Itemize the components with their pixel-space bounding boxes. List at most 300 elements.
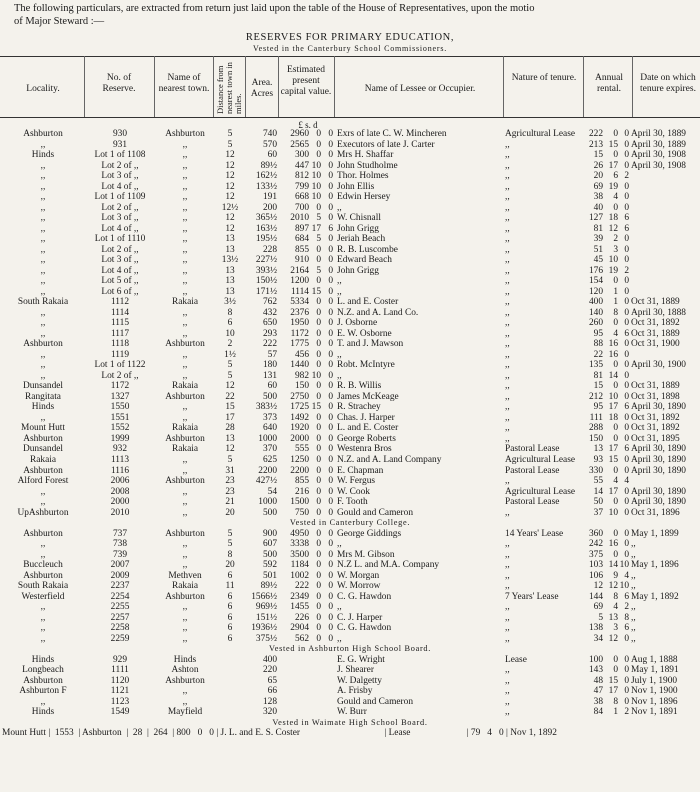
town-cell: ,, bbox=[182, 255, 188, 266]
rental-pounds-cell: 95 bbox=[593, 402, 603, 413]
reserve-cell: 2255 bbox=[110, 602, 130, 613]
value-pence-cell: 0 bbox=[328, 423, 333, 434]
expiry-cell: April 30, 1890 bbox=[631, 402, 686, 413]
town-cell: Ashburton bbox=[165, 433, 205, 444]
rental-pence-cell: 0 bbox=[624, 696, 629, 707]
distance-cell: 10 bbox=[225, 328, 235, 339]
value-pounds-cell: 910 bbox=[294, 255, 309, 266]
expiry-cell: April 30, 1890 bbox=[631, 444, 686, 455]
area-cell: 150½ bbox=[255, 276, 277, 287]
rental-pounds-cell: 143 bbox=[588, 665, 603, 676]
distance-cell: 12 bbox=[225, 181, 235, 192]
reserve-cell: Lot 4 of ,, bbox=[101, 181, 139, 192]
distance-cell: 12 bbox=[225, 444, 235, 455]
value-shillings-cell: 0 bbox=[316, 486, 321, 497]
intro-text bbox=[14, 2, 700, 28]
town-cell: Ashburton bbox=[165, 528, 205, 539]
area-cell: 427½ bbox=[255, 476, 277, 487]
table-row bbox=[0, 623, 700, 634]
rental-pence-cell: 6 bbox=[624, 213, 629, 224]
value-shillings-cell: 0 bbox=[316, 255, 321, 266]
distance-cell: 13 bbox=[225, 234, 235, 245]
reserve-cell: 739 bbox=[112, 549, 128, 560]
lessee-cell: John Ellis bbox=[337, 181, 375, 192]
tenure-cell: ,, bbox=[505, 602, 510, 613]
tenure-cell: ,, bbox=[505, 349, 510, 360]
distance-cell: 13 bbox=[225, 244, 235, 255]
distance-cell: 8 bbox=[227, 307, 233, 318]
lessee-cell: F. Tooth bbox=[337, 497, 368, 508]
expiry-cell: ,, bbox=[631, 623, 636, 634]
reserve-cell: 1114 bbox=[110, 307, 130, 318]
value-shillings-cell: 0 bbox=[316, 623, 321, 634]
value-shillings-cell: 0 bbox=[316, 560, 321, 571]
reserve-cell: 2237 bbox=[110, 581, 130, 592]
distance-cell: 12 bbox=[225, 381, 235, 392]
table-row bbox=[0, 581, 700, 592]
rental-pounds-cell: 69 bbox=[593, 602, 603, 613]
lessee-cell: Mrs H. Shaffar bbox=[337, 150, 394, 161]
rental-shillings-cell: 0 bbox=[613, 433, 618, 444]
town-cell: ,, bbox=[182, 160, 188, 171]
lessee-cell: Thor. Holmes bbox=[337, 171, 389, 182]
lessee-cell: W. Chisnall bbox=[337, 213, 381, 224]
area-cell: 969½ bbox=[255, 602, 277, 613]
area-cell: 227½ bbox=[255, 255, 277, 266]
rental-pounds-cell: 154 bbox=[588, 276, 603, 287]
expiry-cell: April 30, 1908 bbox=[631, 150, 686, 161]
reserve-cell: Lot 1 of 1109 bbox=[94, 192, 146, 203]
rental-shillings-cell: 0 bbox=[613, 423, 618, 434]
value-pence-cell: 0 bbox=[328, 192, 333, 203]
value-shillings-cell: 0 bbox=[316, 433, 321, 444]
table-row bbox=[0, 434, 700, 445]
lessee-cell: W. Burr bbox=[337, 707, 367, 718]
value-shillings-cell: 0 bbox=[316, 318, 321, 329]
row-text: Mount Hutt | 1553 | Ashburton | 28 | 264 | 800 0 0 | J. L. and E. S. Coster | Lease | 79 4 0 | Nov 1, 1892 bbox=[2, 728, 557, 739]
rental-pence-cell: 0 bbox=[624, 423, 629, 434]
town-cell: Rakaia bbox=[171, 423, 199, 434]
value-pounds-cell: 855 bbox=[294, 476, 309, 487]
area-cell: 220 bbox=[262, 665, 277, 676]
value-pounds-cell: 4950 bbox=[290, 528, 309, 539]
table-row bbox=[0, 161, 700, 172]
area-cell: 501 bbox=[262, 570, 277, 581]
locality-cell: ,, bbox=[40, 181, 46, 192]
tenure-cell: ,, bbox=[505, 360, 510, 371]
lessee-cell: W. Fergus bbox=[337, 476, 376, 487]
value-shillings-cell: 0 bbox=[316, 539, 321, 550]
value-pounds-cell: 1002 bbox=[290, 570, 309, 581]
rental-shillings-cell: 8 bbox=[613, 591, 618, 602]
rental-pence-cell: 0 bbox=[624, 454, 629, 465]
town-cell: Ashburton bbox=[165, 391, 205, 402]
rental-pence-cell: 0 bbox=[624, 433, 629, 444]
reserve-cell: 1111 bbox=[111, 665, 129, 676]
reserve-cell: 1551 bbox=[110, 412, 130, 423]
rental-shillings-cell: 19 bbox=[608, 265, 618, 276]
tenure-cell: ,, bbox=[505, 381, 510, 392]
rental-pence-cell: 0 bbox=[624, 486, 629, 497]
lessee-cell: ,, bbox=[337, 602, 342, 613]
town-cell: ,, bbox=[182, 465, 188, 476]
header-reserve: No. of Reserve. bbox=[102, 73, 136, 94]
value-pounds-cell: 226 bbox=[294, 612, 309, 623]
rental-pence-cell: 0 bbox=[624, 307, 629, 318]
value-shillings-cell: 0 bbox=[316, 444, 321, 455]
value-pounds-cell: 3500 bbox=[290, 549, 309, 560]
area-cell: 131 bbox=[262, 370, 277, 381]
area-cell: 900 bbox=[262, 528, 277, 539]
lessee-cell: T. and J. Mawson bbox=[337, 339, 404, 350]
expiry-cell: May 1, 1892 bbox=[631, 591, 679, 602]
value-pounds-cell: 1172 bbox=[290, 328, 309, 339]
rental-pounds-cell: 55 bbox=[593, 476, 603, 487]
value-shillings-cell: 0 bbox=[316, 360, 321, 371]
tenure-cell: ,, bbox=[505, 696, 510, 707]
expiry-cell: Oct 31, 1896 bbox=[631, 507, 680, 518]
lessee-cell: N.Z L. and M.A. Company bbox=[337, 560, 440, 571]
value-pence-cell: 0 bbox=[328, 213, 333, 224]
value-pounds-cell: 2349 bbox=[290, 591, 309, 602]
lessee-cell: ,, bbox=[337, 370, 342, 381]
tenure-cell: ,, bbox=[505, 370, 510, 381]
value-shillings-cell: 10 bbox=[311, 160, 321, 171]
rental-pence-cell: 0 bbox=[624, 549, 629, 560]
town-cell: ,, bbox=[182, 486, 188, 497]
rental-shillings-cell: 0 bbox=[613, 276, 618, 287]
area-cell: 171½ bbox=[255, 286, 277, 297]
tenure-cell: ,, bbox=[505, 328, 510, 339]
value-pounds-cell: 897 bbox=[294, 223, 309, 234]
value-pence-cell: 0 bbox=[328, 549, 333, 560]
rental-pounds-cell: 38 bbox=[593, 192, 603, 203]
tenure-cell: Agricultural Lease bbox=[505, 129, 576, 139]
value-pounds-cell: 1455 bbox=[290, 602, 309, 613]
tenure-cell: ,, bbox=[505, 707, 510, 718]
town-cell: ,, bbox=[182, 223, 188, 234]
table-row bbox=[0, 402, 700, 413]
locality-cell: ,, bbox=[40, 486, 46, 497]
rental-pounds-cell: 34 bbox=[593, 633, 603, 644]
town-cell: ,, bbox=[182, 686, 188, 697]
tenure-cell: ,, bbox=[505, 276, 510, 287]
value-shillings-cell: 0 bbox=[316, 391, 321, 402]
rental-shillings-cell: 19 bbox=[608, 181, 618, 192]
table-row bbox=[0, 413, 700, 424]
value-shillings-cell: 5 bbox=[316, 213, 321, 224]
expiry-cell: April 30, 1908 bbox=[631, 160, 686, 171]
locality-cell: ,, bbox=[40, 623, 46, 634]
rental-pence-cell: 0 bbox=[624, 675, 629, 686]
tenure-cell: 7 Years' Lease bbox=[505, 591, 559, 602]
table-row bbox=[0, 592, 700, 603]
locality-cell: Ashburton bbox=[23, 129, 63, 139]
area-cell: 133½ bbox=[255, 181, 277, 192]
tenure-cell: Pastoral Lease bbox=[505, 444, 560, 455]
town-cell: ,, bbox=[182, 696, 188, 707]
reserve-cell: 1999 bbox=[110, 433, 130, 444]
distance-cell: 20 bbox=[225, 507, 235, 518]
tenure-cell: Agricultural Lease bbox=[505, 454, 576, 465]
section-title: Vested in Canterbury College. bbox=[289, 518, 411, 528]
lessee-cell: Mrs M. Gibson bbox=[337, 549, 395, 560]
table-title: RESERVES FOR PRIMARY EDUCATION, bbox=[245, 32, 455, 43]
rental-pounds-cell: 47 bbox=[593, 686, 603, 697]
reserve-cell: Lot 4 of ,, bbox=[101, 265, 139, 276]
table-row bbox=[0, 213, 700, 224]
reserve-cell: Lot 1 of 1108 bbox=[94, 150, 146, 161]
rental-shillings-cell: 16 bbox=[608, 539, 618, 550]
lessee-cell: Gould and Cameron bbox=[337, 696, 414, 707]
value-pounds-cell: 150 bbox=[294, 381, 309, 392]
rental-shillings-cell: 17 bbox=[608, 444, 618, 455]
rental-shillings-cell: 1 bbox=[613, 286, 618, 297]
value-pence-cell: 0 bbox=[328, 150, 333, 161]
town-cell: ,, bbox=[182, 139, 188, 150]
value-pounds-cell: 555 bbox=[294, 444, 309, 455]
value-shillings-cell: 0 bbox=[316, 381, 321, 392]
rental-pence-cell: 0 bbox=[624, 507, 629, 518]
lessee-cell: Westenra Bros bbox=[337, 444, 392, 455]
expiry-cell: July 1, 1900 bbox=[631, 675, 678, 686]
value-pounds-cell: 799 bbox=[294, 181, 309, 192]
rental-pence-cell: 8 bbox=[624, 612, 629, 623]
table-row bbox=[0, 529, 700, 540]
town-cell: ,, bbox=[182, 623, 188, 634]
value-pounds-cell: 1184 bbox=[290, 560, 309, 571]
lessee-cell: ,, bbox=[337, 276, 342, 287]
distance-cell: 13 bbox=[225, 286, 235, 297]
locality-cell: ,, bbox=[40, 633, 46, 644]
value-pence-cell: 0 bbox=[328, 255, 333, 266]
rental-pounds-cell: 212 bbox=[588, 391, 603, 402]
distance-cell: 6 bbox=[227, 623, 233, 634]
table-row bbox=[0, 455, 700, 466]
area-cell: 607 bbox=[262, 539, 277, 550]
locality-cell: ,, bbox=[40, 171, 46, 182]
reserve-cell: 1115 bbox=[110, 318, 130, 329]
tenure-cell: ,, bbox=[505, 433, 510, 444]
value-pence-cell: 0 bbox=[328, 402, 333, 413]
town-cell: Rakaia bbox=[171, 444, 199, 455]
reserve-cell: 2259 bbox=[110, 633, 130, 644]
value-pounds-cell: 3338 bbox=[290, 539, 309, 550]
expiry-cell: Oct 31, 1895 bbox=[631, 433, 680, 444]
expiry-cell: ,, bbox=[631, 539, 636, 550]
rental-shillings-cell: 0 bbox=[613, 150, 618, 161]
reserve-cell: Lot 2 of ,, bbox=[101, 160, 139, 171]
value-shillings-cell: 5 bbox=[316, 265, 321, 276]
value-pounds-cell: 2164 bbox=[290, 265, 309, 276]
value-pounds-cell: 855 bbox=[294, 244, 309, 255]
reserve-cell: 2006 bbox=[110, 476, 130, 487]
town-cell: ,, bbox=[182, 549, 188, 560]
value-pence-cell: 0 bbox=[328, 328, 333, 339]
value-pence-cell: 0 bbox=[328, 486, 333, 497]
lessee-cell: R. B. Willis bbox=[337, 381, 382, 392]
area-cell: 500 bbox=[262, 507, 277, 518]
distance-cell: 12 bbox=[225, 160, 235, 171]
tenure-cell: ,, bbox=[505, 665, 510, 676]
header-town: Name of nearest town. bbox=[158, 73, 210, 94]
rental-pence-cell: 0 bbox=[624, 349, 629, 360]
value-pounds-cell: 1492 bbox=[290, 412, 309, 423]
rental-pence-cell: 0 bbox=[624, 497, 629, 508]
value-pounds-cell: 2565 bbox=[290, 139, 309, 150]
area-cell: 128 bbox=[262, 696, 277, 707]
rental-shillings-cell: 13 bbox=[608, 612, 618, 623]
expiry-cell: ,, bbox=[631, 549, 636, 560]
value-pence-cell: 0 bbox=[328, 381, 333, 392]
reserve-cell: 1113 bbox=[110, 454, 130, 465]
tenure-cell: ,, bbox=[505, 623, 510, 634]
table-row bbox=[0, 266, 700, 277]
tenure-cell: ,, bbox=[505, 581, 510, 592]
lessee-cell: L. and E. Coster bbox=[337, 423, 399, 434]
expiry-cell: Nov 1, 1900 bbox=[631, 686, 678, 697]
area-cell: 375½ bbox=[255, 633, 277, 644]
value-pence-cell: 0 bbox=[328, 633, 333, 644]
distance-cell: 12 bbox=[225, 223, 235, 234]
rental-pence-cell: 0 bbox=[624, 192, 629, 203]
table-row bbox=[0, 350, 700, 361]
reserve-cell: 1120 bbox=[110, 675, 130, 686]
value-pence-cell: 0 bbox=[328, 497, 333, 508]
lessee-cell: J. Osborne bbox=[337, 318, 378, 329]
locality-cell: ,, bbox=[40, 255, 46, 266]
town-cell: ,, bbox=[182, 349, 188, 360]
rental-shillings-cell: 0 bbox=[613, 318, 618, 329]
area-cell: 320 bbox=[262, 707, 277, 718]
town-cell: ,, bbox=[182, 360, 188, 371]
table-row bbox=[0, 245, 700, 256]
value-pence-cell: 0 bbox=[328, 507, 333, 518]
area-cell: 228 bbox=[262, 244, 277, 255]
rental-shillings-cell: 8 bbox=[613, 696, 618, 707]
locality-cell: ,, bbox=[40, 539, 46, 550]
rental-pounds-cell: 69 bbox=[593, 181, 603, 192]
table-row bbox=[0, 665, 700, 676]
value-pence-cell: 0 bbox=[328, 318, 333, 329]
table-row bbox=[0, 329, 700, 340]
rental-pence-cell: 0 bbox=[624, 139, 629, 150]
rental-shillings-cell: 0 bbox=[613, 202, 618, 213]
tenure-cell: ,, bbox=[505, 391, 510, 402]
distance-cell: 12 bbox=[225, 192, 235, 203]
area-cell: 393½ bbox=[255, 265, 277, 276]
distance-cell: 5 bbox=[227, 454, 233, 465]
lessee-cell: George Roberts bbox=[337, 433, 396, 444]
lessee-cell: W. Morgan bbox=[337, 570, 380, 581]
distance-cell: 5 bbox=[227, 539, 233, 550]
value-shillings-cell: 10 bbox=[311, 181, 321, 192]
distance-cell: 23 bbox=[225, 476, 235, 487]
value-shillings-cell: 0 bbox=[316, 476, 321, 487]
locality-cell: ,, bbox=[40, 202, 46, 213]
tenure-cell: ,, bbox=[505, 160, 510, 171]
rental-pence-cell: 6 bbox=[624, 223, 629, 234]
rental-pence-cell: 0 bbox=[624, 633, 629, 644]
locality-cell: Rakaia bbox=[29, 454, 57, 465]
town-cell: ,, bbox=[182, 370, 188, 381]
locality-cell: ,, bbox=[40, 549, 46, 560]
table-row bbox=[0, 192, 700, 203]
lessee-cell: ,, bbox=[337, 202, 342, 213]
rental-shillings-cell: 14 bbox=[608, 560, 618, 571]
rental-shillings-cell: 0 bbox=[613, 549, 618, 560]
value-pence-cell: 0 bbox=[328, 307, 333, 318]
area-cell: 1000 bbox=[258, 497, 277, 508]
reserve-cell: 1118 bbox=[110, 339, 130, 350]
rental-pence-cell: 0 bbox=[624, 412, 629, 423]
tenure-cell: ,, bbox=[505, 286, 510, 297]
rental-pounds-cell: 88 bbox=[593, 339, 603, 350]
value-shillings-cell: 0 bbox=[316, 497, 321, 508]
rental-shillings-cell: 18 bbox=[608, 213, 618, 224]
locality-cell: ,, bbox=[40, 328, 46, 339]
reserve-cell: 1172 bbox=[110, 381, 130, 392]
value-shillings-cell: 0 bbox=[316, 507, 321, 518]
lessee-cell: W. Morrow bbox=[337, 581, 381, 592]
reserve-cell: 1550 bbox=[110, 402, 130, 413]
rental-pounds-cell: 100 bbox=[588, 654, 603, 665]
distance-cell: 5 bbox=[227, 360, 233, 371]
rental-pounds-cell: 38 bbox=[593, 696, 603, 707]
reserve-cell: Lot 5 of ,, bbox=[101, 276, 139, 287]
rental-shillings-cell: 4 bbox=[613, 328, 618, 339]
tenure-cell: ,, bbox=[505, 476, 510, 487]
expiry-cell: Oct 31, 1900 bbox=[631, 339, 680, 350]
value-pounds-cell: 447 bbox=[294, 160, 309, 171]
value-shillings-cell: 0 bbox=[316, 612, 321, 623]
value-pence-cell: 0 bbox=[328, 160, 333, 171]
lessee-cell: E. W. Osborne bbox=[337, 328, 392, 339]
rental-pounds-cell: 103 bbox=[588, 560, 603, 571]
value-pounds-cell: 2960 bbox=[290, 129, 309, 139]
area-cell: 740 bbox=[262, 129, 277, 139]
distance-cell: 12 bbox=[225, 171, 235, 182]
reserve-cell: 1327 bbox=[110, 391, 130, 402]
area-cell: 650 bbox=[262, 318, 277, 329]
distance-cell: 20 bbox=[225, 560, 235, 571]
tenure-cell: ,, bbox=[505, 423, 510, 434]
lessee-cell: Edwin Hersey bbox=[337, 192, 391, 203]
rental-pence-cell: 0 bbox=[624, 150, 629, 161]
locality-cell: Ashburton bbox=[23, 570, 63, 581]
distance-cell: 8 bbox=[227, 549, 233, 560]
value-pounds-cell: 1950 bbox=[290, 318, 309, 329]
value-pence-cell: 0 bbox=[328, 276, 333, 287]
reserve-cell: Lot 1 of 1122 bbox=[94, 360, 146, 371]
lessee-cell: E. Chapman bbox=[337, 465, 384, 476]
col-divider bbox=[213, 56, 214, 117]
value-pence-cell: 0 bbox=[328, 591, 333, 602]
header-top-rule bbox=[0, 56, 700, 57]
rental-pence-cell: 0 bbox=[624, 339, 629, 350]
locality-cell: ,, bbox=[40, 318, 46, 329]
distance-cell: 5 bbox=[227, 370, 233, 381]
expiry-cell: ,, bbox=[631, 612, 636, 623]
distance-cell: 6 bbox=[227, 318, 233, 329]
value-shillings-cell: 0 bbox=[316, 454, 321, 465]
tenure-cell: ,, bbox=[505, 244, 510, 255]
value-pence-cell: 0 bbox=[328, 560, 333, 571]
tenure-cell: ,, bbox=[505, 234, 510, 245]
town-cell: ,, bbox=[182, 171, 188, 182]
table-row bbox=[0, 318, 700, 329]
lessee-cell: James McKeage bbox=[337, 391, 399, 402]
